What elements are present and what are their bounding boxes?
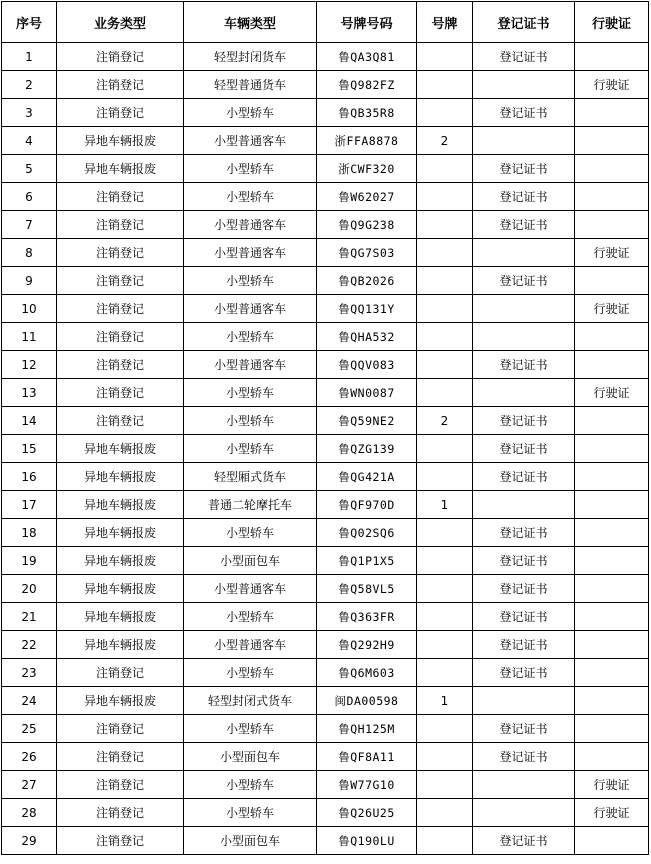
table-row <box>2 43 649 71</box>
cell-plate-number: 鲁QZG139 <box>317 435 417 463</box>
cell-vehicle-type: 小型普通客车 <box>184 239 317 267</box>
cell-registration-certificate: 登记证书 <box>473 99 575 127</box>
cell-seq: 20 <box>2 575 57 603</box>
cell-vehicle-type: 轻型厢式货车 <box>184 463 317 491</box>
cell-registration-certificate: 登记证书 <box>473 155 575 183</box>
cell-business-type: 异地车辆报废 <box>57 547 184 575</box>
cell-vehicle-type: 小型轿车 <box>184 715 317 743</box>
table-row <box>2 407 649 435</box>
cell-seq: 6 <box>2 183 57 211</box>
cell-seq: 22 <box>2 631 57 659</box>
cell-seq: 1 <box>2 43 57 71</box>
cell-plate: 2 <box>417 127 473 155</box>
cell-driving-license <box>575 743 649 771</box>
vehicle-cancellation-table <box>1 1 649 855</box>
table-row <box>2 547 649 575</box>
cell-registration-certificate: 登记证书 <box>473 435 575 463</box>
cell-vehicle-type: 小型普通客车 <box>184 295 317 323</box>
cell-business-type: 注销登记 <box>57 239 184 267</box>
cell-driving-license <box>575 323 649 351</box>
cell-business-type: 注销登记 <box>57 211 184 239</box>
cell-driving-license <box>575 519 649 547</box>
cell-driving-license <box>575 687 649 715</box>
cell-business-type: 异地车辆报废 <box>57 631 184 659</box>
cell-plate-number: 鲁W77G10 <box>317 771 417 799</box>
cell-vehicle-type: 普通二轮摩托车 <box>184 491 317 519</box>
cell-driving-license <box>575 127 649 155</box>
cell-plate-number: 鲁QB2026 <box>317 267 417 295</box>
cell-plate-number: 鲁Q59NE2 <box>317 407 417 435</box>
cell-plate-number: 鲁Q6M603 <box>317 659 417 687</box>
cell-driving-license <box>575 715 649 743</box>
cell-business-type: 注销登记 <box>57 659 184 687</box>
table-row <box>2 183 649 211</box>
cell-plate-number: 鲁Q982FZ <box>317 71 417 99</box>
cell-business-type: 注销登记 <box>57 799 184 827</box>
cell-seq: 28 <box>2 799 57 827</box>
table-row <box>2 99 649 127</box>
cell-plate-number: 鲁QA3Q81 <box>317 43 417 71</box>
cell-plate-number: 鲁QF970D <box>317 491 417 519</box>
cell-vehicle-type: 小型轿车 <box>184 519 317 547</box>
cell-plate <box>417 771 473 799</box>
cell-driving-license: 行驶证 <box>575 771 649 799</box>
cell-registration-certificate: 登记证书 <box>473 743 575 771</box>
cell-driving-license <box>575 547 649 575</box>
cell-seq: 26 <box>2 743 57 771</box>
cell-vehicle-type: 小型面包车 <box>184 547 317 575</box>
cell-plate <box>417 379 473 407</box>
cell-vehicle-type: 小型普通客车 <box>184 575 317 603</box>
table-row <box>2 771 649 799</box>
table-row <box>2 211 649 239</box>
cell-business-type: 注销登记 <box>57 183 184 211</box>
cell-driving-license <box>575 43 649 71</box>
cell-seq: 8 <box>2 239 57 267</box>
table-row <box>2 463 649 491</box>
cell-business-type: 注销登记 <box>57 715 184 743</box>
cell-seq: 23 <box>2 659 57 687</box>
cell-driving-license <box>575 99 649 127</box>
cell-business-type: 注销登记 <box>57 771 184 799</box>
table-row <box>2 491 649 519</box>
cell-business-type: 异地车辆报废 <box>57 155 184 183</box>
cell-registration-certificate: 登记证书 <box>473 407 575 435</box>
cell-plate-number: 鲁Q26U25 <box>317 799 417 827</box>
cell-business-type: 异地车辆报废 <box>57 575 184 603</box>
cell-business-type: 注销登记 <box>57 379 184 407</box>
cell-plate-number: 鲁Q58VL5 <box>317 575 417 603</box>
cell-registration-certificate: 登记证书 <box>473 575 575 603</box>
cell-registration-certificate: 登记证书 <box>473 659 575 687</box>
cell-business-type: 注销登记 <box>57 827 184 855</box>
cell-vehicle-type: 小型面包车 <box>184 827 317 855</box>
cell-seq: 13 <box>2 379 57 407</box>
table-row <box>2 155 649 183</box>
cell-plate <box>417 799 473 827</box>
header-plate-number: 号牌号码 <box>317 2 417 43</box>
cell-vehicle-type: 小型轿车 <box>184 183 317 211</box>
cell-driving-license <box>575 603 649 631</box>
cell-plate <box>417 183 473 211</box>
cell-driving-license <box>575 435 649 463</box>
cell-plate-number: 闽DA00598 <box>317 687 417 715</box>
cell-plate-number: 浙FFA8878 <box>317 127 417 155</box>
cell-seq: 10 <box>2 295 57 323</box>
cell-plate-number: 鲁QQ131Y <box>317 295 417 323</box>
cell-driving-license <box>575 267 649 295</box>
header-seq: 序号 <box>2 2 57 43</box>
cell-registration-certificate: 登记证书 <box>473 547 575 575</box>
cell-plate-number: 鲁WN0087 <box>317 379 417 407</box>
cell-registration-certificate: 登记证书 <box>473 183 575 211</box>
cell-driving-license <box>575 575 649 603</box>
cell-registration-certificate: 登记证书 <box>473 827 575 855</box>
table-row <box>2 603 649 631</box>
cell-business-type: 注销登记 <box>57 743 184 771</box>
cell-business-type: 注销登记 <box>57 407 184 435</box>
cell-plate-number: 鲁QH125M <box>317 715 417 743</box>
header-plate: 号牌 <box>417 2 473 43</box>
cell-business-type: 注销登记 <box>57 351 184 379</box>
cell-driving-license: 行驶证 <box>575 379 649 407</box>
cell-plate-number: 鲁Q02SQ6 <box>317 519 417 547</box>
cell-plate <box>417 295 473 323</box>
cell-plate <box>417 435 473 463</box>
cell-seq: 18 <box>2 519 57 547</box>
cell-vehicle-type: 小型轿车 <box>184 603 317 631</box>
cell-plate <box>417 239 473 267</box>
cell-business-type: 异地车辆报废 <box>57 519 184 547</box>
cell-registration-certificate: 登记证书 <box>473 603 575 631</box>
cell-plate <box>417 659 473 687</box>
cell-plate-number: 鲁QHA532 <box>317 323 417 351</box>
cell-driving-license <box>575 827 649 855</box>
cell-seq: 3 <box>2 99 57 127</box>
table-row <box>2 351 649 379</box>
cell-registration-certificate: 登记证书 <box>473 43 575 71</box>
cell-seq: 11 <box>2 323 57 351</box>
cell-plate-number: 鲁QG421A <box>317 463 417 491</box>
cell-seq: 14 <box>2 407 57 435</box>
cell-plate <box>417 519 473 547</box>
cell-plate-number: 鲁Q292H9 <box>317 631 417 659</box>
cell-seq: 9 <box>2 267 57 295</box>
cell-plate <box>417 575 473 603</box>
cell-business-type: 注销登记 <box>57 99 184 127</box>
cell-business-type: 异地车辆报废 <box>57 127 184 155</box>
cell-plate <box>417 323 473 351</box>
cell-plate-number: 鲁QQV083 <box>317 351 417 379</box>
cell-seq: 29 <box>2 827 57 855</box>
cell-registration-certificate: 登记证书 <box>473 267 575 295</box>
cell-business-type: 注销登记 <box>57 295 184 323</box>
cell-vehicle-type: 小型普通客车 <box>184 127 317 155</box>
table-row <box>2 519 649 547</box>
cell-plate <box>417 155 473 183</box>
cell-plate-number: 鲁Q190LU <box>317 827 417 855</box>
header-vehicle-type: 车辆类型 <box>184 2 317 43</box>
cell-vehicle-type: 小型轿车 <box>184 407 317 435</box>
cell-plate-number: 浙CWF320 <box>317 155 417 183</box>
cell-vehicle-type: 小型普通客车 <box>184 351 317 379</box>
cell-seq: 27 <box>2 771 57 799</box>
cell-registration-certificate <box>473 771 575 799</box>
header-registration-certificate: 登记证书 <box>473 2 575 43</box>
table-row <box>2 715 649 743</box>
cell-vehicle-type: 轻型封闭式货车 <box>184 687 317 715</box>
cell-driving-license: 行驶证 <box>575 295 649 323</box>
cell-plate-number: 鲁Q363FR <box>317 603 417 631</box>
cell-driving-license <box>575 183 649 211</box>
table-row <box>2 435 649 463</box>
cell-registration-certificate <box>473 71 575 99</box>
cell-driving-license <box>575 155 649 183</box>
cell-business-type: 注销登记 <box>57 267 184 295</box>
cell-plate <box>417 463 473 491</box>
cell-plate-number: 鲁Q9G238 <box>317 211 417 239</box>
cell-vehicle-type: 小型轿车 <box>184 99 317 127</box>
cell-seq: 17 <box>2 491 57 519</box>
cell-seq: 5 <box>2 155 57 183</box>
cell-plate-number: 鲁QB35R8 <box>317 99 417 127</box>
cell-vehicle-type: 轻型普通货车 <box>184 71 317 99</box>
cell-seq: 4 <box>2 127 57 155</box>
cell-vehicle-type: 小型轿车 <box>184 155 317 183</box>
cell-business-type: 异地车辆报废 <box>57 603 184 631</box>
cell-registration-certificate: 登记证书 <box>473 631 575 659</box>
cell-vehicle-type: 小型轿车 <box>184 323 317 351</box>
cell-plate <box>417 603 473 631</box>
cell-business-type: 注销登记 <box>57 43 184 71</box>
cell-business-type: 异地车辆报废 <box>57 463 184 491</box>
cell-vehicle-type: 小型轿车 <box>184 435 317 463</box>
cell-plate: 2 <box>417 407 473 435</box>
cell-plate-number: 鲁W62027 <box>317 183 417 211</box>
cell-plate <box>417 715 473 743</box>
cell-plate <box>417 827 473 855</box>
cell-registration-certificate: 登记证书 <box>473 463 575 491</box>
cell-driving-license: 行驶证 <box>575 799 649 827</box>
cell-driving-license <box>575 463 649 491</box>
cell-seq: 21 <box>2 603 57 631</box>
cell-driving-license <box>575 491 649 519</box>
table-row <box>2 71 649 99</box>
table-row <box>2 659 649 687</box>
cell-registration-certificate <box>473 127 575 155</box>
cell-registration-certificate <box>473 295 575 323</box>
cell-vehicle-type: 小型轿车 <box>184 659 317 687</box>
cell-registration-certificate: 登记证书 <box>473 519 575 547</box>
cell-seq: 19 <box>2 547 57 575</box>
cell-driving-license <box>575 659 649 687</box>
cell-driving-license <box>575 407 649 435</box>
table-row <box>2 687 649 715</box>
cell-plate-number: 鲁QF8A11 <box>317 743 417 771</box>
cell-registration-certificate <box>473 491 575 519</box>
cell-plate <box>417 267 473 295</box>
table-row <box>2 127 649 155</box>
table-row <box>2 323 649 351</box>
cell-driving-license <box>575 631 649 659</box>
cell-driving-license: 行驶证 <box>575 71 649 99</box>
cell-driving-license: 行驶证 <box>575 239 649 267</box>
cell-seq: 16 <box>2 463 57 491</box>
cell-registration-certificate: 登记证书 <box>473 715 575 743</box>
cell-seq: 15 <box>2 435 57 463</box>
header-row <box>2 2 649 43</box>
cell-registration-certificate: 登记证书 <box>473 211 575 239</box>
cell-plate <box>417 743 473 771</box>
cell-registration-certificate <box>473 323 575 351</box>
cell-registration-certificate <box>473 379 575 407</box>
cell-seq: 24 <box>2 687 57 715</box>
cell-registration-certificate <box>473 687 575 715</box>
cell-registration-certificate <box>473 239 575 267</box>
cell-plate <box>417 351 473 379</box>
cell-vehicle-type: 小型轿车 <box>184 799 317 827</box>
cell-plate: 1 <box>417 687 473 715</box>
cell-business-type: 异地车辆报废 <box>57 687 184 715</box>
cell-plate <box>417 71 473 99</box>
cell-seq: 12 <box>2 351 57 379</box>
cell-driving-license <box>575 351 649 379</box>
table-row <box>2 379 649 407</box>
table-row <box>2 267 649 295</box>
cell-plate-number: 鲁Q1P1X5 <box>317 547 417 575</box>
table-row <box>2 575 649 603</box>
cell-registration-certificate: 登记证书 <box>473 351 575 379</box>
cell-vehicle-type: 小型普通客车 <box>184 211 317 239</box>
cell-seq: 2 <box>2 71 57 99</box>
cell-plate-number: 鲁QG7S03 <box>317 239 417 267</box>
cell-plate: 1 <box>417 491 473 519</box>
cell-vehicle-type: 小型轿车 <box>184 379 317 407</box>
table-row <box>2 827 649 855</box>
table-body <box>2 43 649 855</box>
cell-business-type: 注销登记 <box>57 71 184 99</box>
cell-vehicle-type: 小型普通客车 <box>184 631 317 659</box>
cell-seq: 7 <box>2 211 57 239</box>
header-business-type: 业务类型 <box>57 2 184 43</box>
cell-business-type: 异地车辆报废 <box>57 491 184 519</box>
cell-business-type: 异地车辆报废 <box>57 435 184 463</box>
cell-plate <box>417 547 473 575</box>
cell-vehicle-type: 小型面包车 <box>184 743 317 771</box>
cell-plate <box>417 211 473 239</box>
table-header <box>2 2 649 43</box>
table-row <box>2 295 649 323</box>
cell-vehicle-type: 小型轿车 <box>184 771 317 799</box>
cell-driving-license <box>575 211 649 239</box>
table-row <box>2 631 649 659</box>
cell-plate <box>417 99 473 127</box>
cell-vehicle-type: 小型轿车 <box>184 267 317 295</box>
cell-business-type: 注销登记 <box>57 323 184 351</box>
cell-vehicle-type: 轻型封闭货车 <box>184 43 317 71</box>
cell-seq: 25 <box>2 715 57 743</box>
table-row <box>2 799 649 827</box>
cell-plate <box>417 631 473 659</box>
cell-registration-certificate <box>473 799 575 827</box>
header-driving-license: 行驶证 <box>575 2 649 43</box>
cell-plate <box>417 43 473 71</box>
table-row <box>2 743 649 771</box>
table-row <box>2 239 649 267</box>
